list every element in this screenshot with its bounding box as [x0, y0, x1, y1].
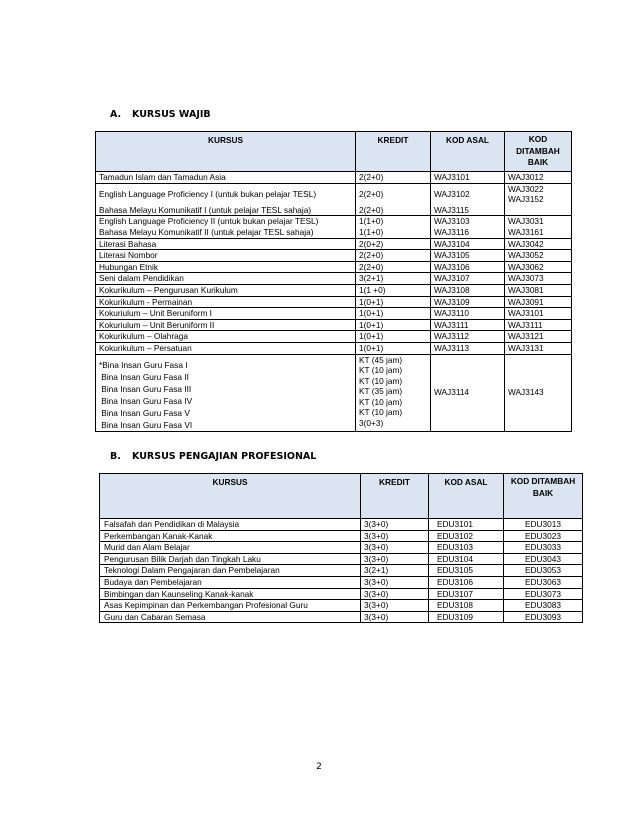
kod-asal-cell: EDU3105	[429, 565, 504, 577]
kod-asal-cell: WAJ3108	[431, 284, 505, 296]
table-row	[100, 576, 583, 588]
kod-baik-value: WAJ3052	[508, 250, 544, 261]
kursus-cell: Kokurikulum - Permainan	[96, 296, 356, 308]
kredit-cell: 1(1+0)	[356, 216, 431, 227]
kod-baik-value: WAJ3131	[508, 342, 544, 353]
kod-baik-cell	[505, 216, 572, 227]
kod-baik-value: WAJ3042	[508, 238, 544, 249]
table-row	[96, 261, 572, 273]
kursus-cell: Bahasa Melayu Komunikatif II (untuk pelajar TESL sahaja)	[96, 227, 356, 238]
kod-baik-value: WAJ3152	[508, 194, 544, 205]
kod-baik-cell	[505, 172, 572, 184]
kursus-cell: Budaya dan Pembelajaran	[100, 576, 361, 588]
table-row	[100, 553, 583, 565]
kursus-cell: Bimbingan dan Kaunseling Kanak-kanak	[100, 588, 361, 600]
kredit-cell: 2(2+0)	[356, 205, 431, 216]
kredit-cell: 2(2+0)	[356, 172, 431, 184]
kursus-cell: Teknologi Dalam Pengajaran dan Pembelajaran	[100, 565, 361, 577]
kod-baik-cell	[505, 319, 572, 331]
table-header-row	[100, 474, 583, 519]
kod-asal-cell: WAJ3112	[431, 331, 505, 343]
kod-baik-cell	[505, 284, 572, 296]
kod-baik-value: WAJ3022	[508, 183, 544, 194]
kredit-cell: 1(0+1)	[356, 342, 431, 354]
table-row	[96, 238, 572, 250]
kod-asal-cell: EDU3107	[429, 588, 504, 600]
kod-baik-cell: EDU3043	[504, 553, 583, 565]
section-a-number: A.	[110, 109, 122, 120]
kod-asal-cell: WAJ3111	[431, 319, 505, 331]
kod-asal-cell: WAJ3107	[431, 273, 505, 285]
kursus-cell: Hubungan Etnik	[96, 261, 356, 273]
kod-baik-cell	[505, 205, 572, 216]
kod-asal-cell: WAJ3115	[431, 205, 505, 216]
table-row	[100, 519, 583, 531]
kod-asal-cell: WAJ3104	[431, 238, 505, 250]
kursus-cell: Perkembangan Kanak-Kanak	[100, 530, 361, 542]
kod-asal-cell: WAJ3102	[431, 183, 505, 205]
bina-insan-fasa: Bina Insan Guru Fasa III	[99, 383, 192, 394]
bina-insan-fasa: Bina Insan Guru Fasa VI	[99, 419, 193, 430]
kredit-cell: 3(3+0)	[361, 576, 429, 588]
kredit-cell: 1(1+0)	[356, 227, 431, 238]
kod-baik-cell: EDU3013	[504, 519, 583, 531]
kod-baik-value: WAJ3111	[508, 319, 543, 330]
kredit-cell: 3(3+0)	[361, 542, 429, 554]
header-kredit: KREDIT	[361, 474, 429, 519]
kredit-value: KT (45 jam)	[359, 354, 403, 365]
kursus-cell: Kokuriulum – Unit Beruniform II	[96, 319, 356, 331]
kod-asal-cell: WAJ3116	[431, 227, 505, 238]
kod-asal-cell: WAJ3101	[431, 172, 505, 184]
header-kod-ditambah-baik: KOD DITAMBAH BAIK	[505, 132, 572, 172]
bina-insan-fasa: Bina Insan Guru Fasa V	[99, 407, 190, 418]
kredit-cell: 1(0+1)	[356, 296, 431, 308]
kod-asal-cell: EDU3108	[429, 600, 504, 612]
kod-baik-cell: EDU3073	[504, 588, 583, 600]
header-kod-asal: KOD ASAL	[431, 132, 505, 172]
kod-baik-value: WAJ3121	[508, 331, 544, 342]
kursus-wajib-table	[95, 131, 572, 432]
kredit-cell: 3(3+0)	[361, 519, 429, 531]
kursus-cell: Literasi Bahasa	[96, 238, 356, 250]
kod-baik-cell	[505, 183, 572, 205]
kod-asal-cell: EDU3106	[429, 576, 504, 588]
table-row	[96, 342, 572, 354]
kod-baik-value: WAJ3073	[508, 273, 544, 284]
kod-baik-cell: EDU3093	[504, 611, 583, 623]
kredit-cell: 1(0+1)	[356, 308, 431, 320]
header-kursus: KURSUS	[100, 474, 361, 519]
table-row	[100, 542, 583, 554]
kod-asal-cell: EDU3103	[429, 542, 504, 554]
kredit-cell: 1(0+1)	[356, 319, 431, 331]
kredit-cell: 1(0+1)	[356, 331, 431, 343]
kredit-value: KT (10 jam)	[359, 365, 403, 376]
kredit-cell: 2(2+0)	[356, 250, 431, 262]
table-row-bina-insan	[96, 354, 572, 431]
section-a-heading	[110, 109, 211, 120]
header-kredit: KREDIT	[356, 132, 431, 172]
table-row	[96, 227, 572, 238]
table-row	[96, 216, 572, 227]
table-row	[100, 530, 583, 542]
kredit-cell: 2(0+2)	[356, 238, 431, 250]
section-b-heading	[110, 451, 316, 462]
kod-baik-cell: EDU3063	[504, 576, 583, 588]
section-b-title: KURSUS PENGAJIAN PROFESIONAL	[132, 451, 317, 462]
kredit-cell: 3(3+0)	[361, 600, 429, 612]
section-a-title: KURSUS WAJIB	[132, 109, 211, 120]
bina-insan-fasa: Bina Insan Guru Fasa IV	[99, 395, 193, 406]
kod-asal-cell: WAJ3105	[431, 250, 505, 262]
table-header-row	[96, 132, 572, 172]
kredit-cell: 3(2+1)	[361, 565, 429, 577]
kod-baik-cell	[505, 227, 572, 238]
kod-baik-cell	[505, 296, 572, 308]
kursus-cell: Bahasa Melayu Komunikatif I (untuk pelajar TESL sahaja)	[96, 205, 356, 216]
kredit-cell: 3(3+0)	[361, 611, 429, 623]
kursus-cell: Asas Kepimpinan dan Perkembangan Profesional Guru	[100, 600, 361, 612]
kursus-cell: Falsafah dan Pendidikan di Malaysia	[100, 519, 361, 531]
kod-baik-cell: WAJ3143	[505, 354, 572, 431]
kod-baik-value: WAJ3161	[508, 226, 544, 237]
kursus-cell: Tamadun Islam dan Tamadun Asia	[96, 172, 356, 184]
kredit-value: KT (10 jam)	[359, 407, 403, 418]
kod-baik-cell	[505, 308, 572, 320]
kod-asal-cell: WAJ3110	[431, 308, 505, 320]
kursus-cell: Kokuriulum – Unit Beruniform I	[96, 308, 356, 320]
table-row	[96, 308, 572, 320]
kursus-cell: Literasi Nombor	[96, 250, 356, 262]
kursus-cell: Kokurikulum – Pengurusan Kurikulum	[96, 284, 356, 296]
table-row	[96, 183, 572, 205]
kursus-cell: Kokurikulum – Olahraga	[96, 331, 356, 343]
kredit-value: KT (10 jam)	[359, 396, 403, 407]
kredit-cell: 2(2+0)	[356, 261, 431, 273]
kursus-cell: Murid dan Alam Belajar	[100, 542, 361, 554]
kod-baik-value: WAJ3101	[508, 308, 544, 319]
table-row	[100, 611, 583, 623]
kredit-cell: 3(3+0)	[361, 553, 429, 565]
kredit-cell	[356, 354, 431, 431]
kod-baik-cell	[505, 261, 572, 273]
kursus-cell: English Language Proficiency II (untuk bukan pelajar TESL)	[96, 216, 356, 227]
kursus-cell: Kokurikulum – Persatuan	[96, 342, 356, 354]
kredit-value: KT (35 jam)	[359, 386, 403, 397]
kod-baik-cell	[505, 250, 572, 262]
table-row	[96, 250, 572, 262]
header-kursus: KURSUS	[96, 132, 356, 172]
kursus-cell: Pengurusan Bilik Darjah dan Tingkah Laku	[100, 553, 361, 565]
kursus-pengajian-profesional-table	[99, 473, 583, 623]
bina-insan-fasa: Bina Insan Guru Fasa II	[99, 371, 189, 382]
kod-asal-cell: EDU3102	[429, 530, 504, 542]
kod-asal-cell: WAJ3106	[431, 261, 505, 273]
kod-baik-cell: EDU3083	[504, 600, 583, 612]
table-row	[100, 565, 583, 577]
table-row	[96, 172, 572, 184]
kredit-value: KT (10 jam)	[359, 375, 403, 386]
kursus-cell: Seni dalam Pendidikan	[96, 273, 356, 285]
bina-insan-fasa: *Bina Insan Guru Fasa I	[99, 359, 188, 370]
kursus-cell: Guru dan Cabaran Semasa	[100, 611, 361, 623]
kod-baik-cell	[505, 342, 572, 354]
kod-asal-cell: EDU3109	[429, 611, 504, 623]
kod-asal-cell: EDU3104	[429, 553, 504, 565]
kredit-value: 3(0+3)	[359, 418, 384, 429]
kod-asal-cell: WAJ3109	[431, 296, 505, 308]
table-row	[96, 284, 572, 296]
table-row	[96, 205, 572, 216]
kursus-cell: English Language Proficiency I (untuk bukan pelajar TESL)	[96, 183, 356, 205]
kod-baik-cell: EDU3033	[504, 542, 583, 554]
kredit-cell: 2(2+0)	[356, 183, 431, 205]
kod-baik-cell	[505, 273, 572, 285]
header-kod-ditambah-baik: KOD DITAMBAH BAIK	[504, 474, 583, 519]
kod-asal-cell: WAJ3113	[431, 342, 505, 354]
kod-baik-value: WAJ3012	[508, 172, 544, 182]
kursus-cell	[96, 354, 356, 431]
kod-baik-value: WAJ3062	[508, 261, 544, 272]
kod-asal-cell: EDU3101	[429, 519, 504, 531]
section-b-number: B.	[110, 451, 121, 462]
kod-baik-value: WAJ3031	[508, 216, 544, 227]
kredit-cell: 3(3+0)	[361, 588, 429, 600]
kod-baik-value: WAJ3091	[508, 296, 544, 307]
table-row	[96, 273, 572, 285]
table-row	[96, 319, 572, 331]
kod-asal-cell: WAJ3103	[431, 216, 505, 227]
header-kod-asal: KOD ASAL	[429, 474, 504, 519]
table-row	[96, 296, 572, 308]
table-row	[100, 588, 583, 600]
kod-baik-value: WAJ3081	[508, 284, 544, 295]
kredit-cell: 1(1 +0)	[356, 284, 431, 296]
kod-baik-cell: EDU3053	[504, 565, 583, 577]
kredit-cell: 3(3+0)	[361, 530, 429, 542]
table-row	[96, 331, 572, 343]
kredit-cell: 3(2+1)	[356, 273, 431, 285]
page-number: 2	[316, 762, 322, 772]
table-row	[100, 600, 583, 612]
kod-asal-cell: WAJ3114	[431, 354, 505, 431]
kod-baik-cell	[505, 238, 572, 250]
kod-baik-cell: EDU3023	[504, 530, 583, 542]
kod-baik-cell	[505, 331, 572, 343]
